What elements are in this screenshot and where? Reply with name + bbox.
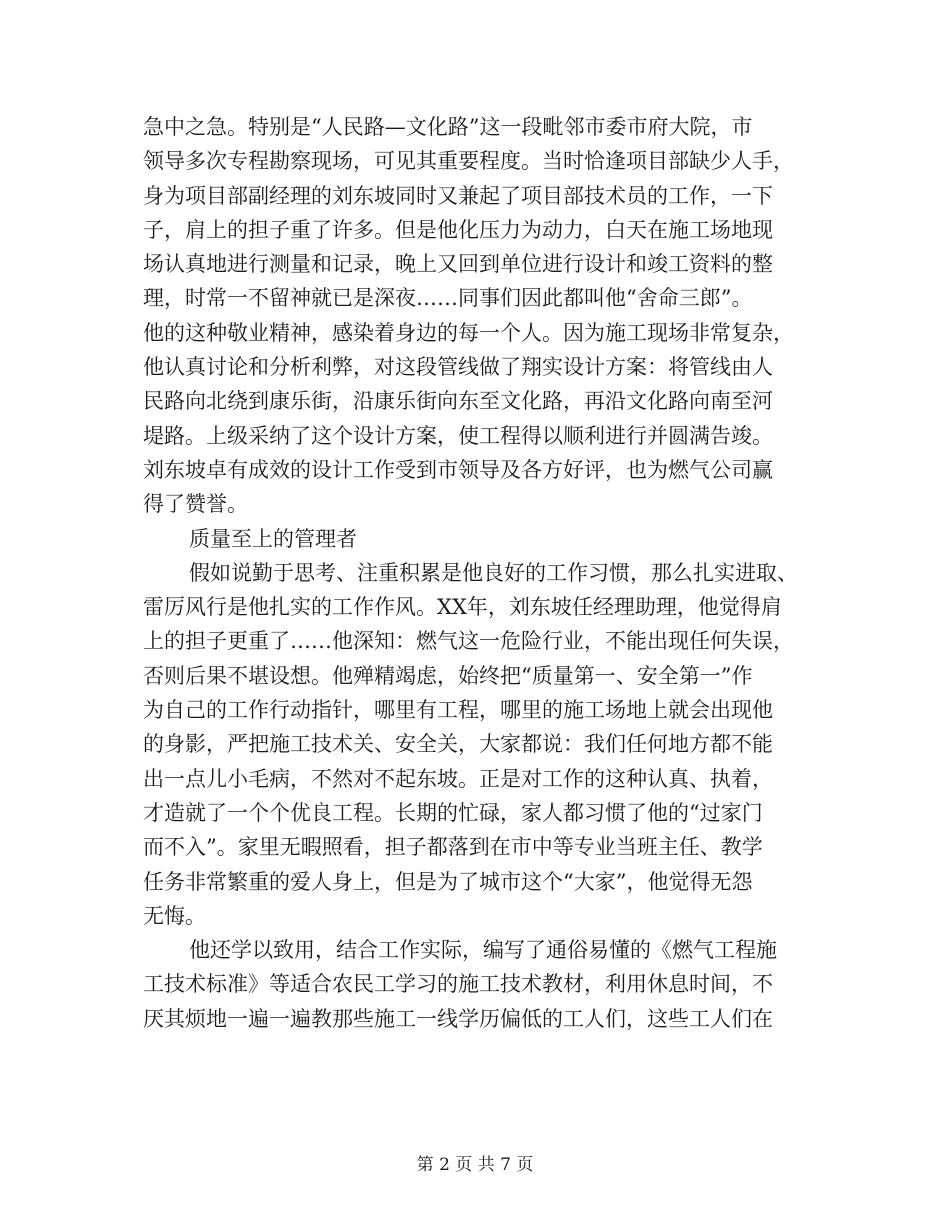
text-line: 的身影，严把施工技术关、安全关，大家都说：我们任何地方都不能 [143,732,773,757]
text-line: 假如说勤于思考、注重积累是他良好的工作习惯，那么扎实进取、 [189,560,798,585]
text-line: 雷厉风行是他扎实的工作作风。XX年，刘东坡任经理助理，他觉得肩 [143,595,782,620]
text-line: 他还学以致用，结合工作实际，编写了通俗易懂的《燃气工程施 [189,938,777,963]
text-line: 理，时常一不留神就已是深夜……同事们因此都叫他“舍命三郎”。 [143,286,753,311]
text-line: 急中之急。特别是“人民路—文化路”这一段毗邻市委市府大院，市 [143,115,753,139]
text-line: 民路向北绕到康乐街，沿康乐街向东至文化路，再沿文化路向南至河 [143,389,773,414]
text-line: 否则后果不堪设想。他殚精竭虑，始终把“质量第一、安全第一”作 [143,663,753,688]
text-line: 上的担子更重了……他深知：燃气这一危险行业，不能出现任何失误， [143,629,794,654]
text-line: 他的这种敬业精神，感染着身边的每一个人。因为施工现场非常复杂， [143,320,794,345]
text-line: 得了赞誉。 [143,492,248,517]
text-line: 堤路。上级采纳了这个设计方案，使工程得以顺利进行并圆满告竣。 [143,423,773,448]
text-line: 出一点儿小毛病，不然对不起东坡。正是对工作的这种认真、执着， [143,766,773,791]
text-line: 任务非常繁重的爱人身上，但是为了城市这个“大家”，他觉得无怨 [143,869,753,894]
page-footer: 第 2 页 共 7 页 [416,1155,534,1175]
text-line: 领导多次专程勘察现场，可见其重要程度。当时恰逢项目部缺少人手， [143,149,794,174]
text-line: 为自己的工作行动指针，哪里有工程，哪里的施工场地上就会出现他 [143,698,773,723]
section-heading: 质量至上的管理者 [189,526,357,551]
text-line: 而不入”。家里无暇照看，担子都落到在市中等专业当班主任、教学 [143,835,763,860]
text-line: 厌其烦地一遍一遍教那些施工一线学历偏低的工人们，这些工人们在 [143,1006,773,1031]
text-line: 刘东坡卓有成效的设计工作受到市领导及各方好评，也为燃气公司赢 [143,457,773,482]
body-text [143,110,808,1036]
text-line: 场认真地进行测量和记录，晚上又回到单位进行设计和竣工资料的整 [143,252,773,277]
text-line: 他认真讨论和分析利弊，对这段管线做了翔实设计方案：将管线由人 [143,355,773,380]
text-line: 子，肩上的担子重了许多。但是他化压力为动力，白天在施工场地现 [143,217,773,242]
text-line: 无悔。 [143,903,206,928]
text-line: 身为项目部副经理的刘东坡同时又兼起了项目部技术员的工作，一下 [143,183,773,208]
text-line: 才造就了一个个优良工程。长期的忙碌，家人都习惯了他的“过家门 [143,800,763,825]
text-line: 工技术标准》等适合农民工学习的施工技术教材，利用休息时间，不 [143,972,773,997]
